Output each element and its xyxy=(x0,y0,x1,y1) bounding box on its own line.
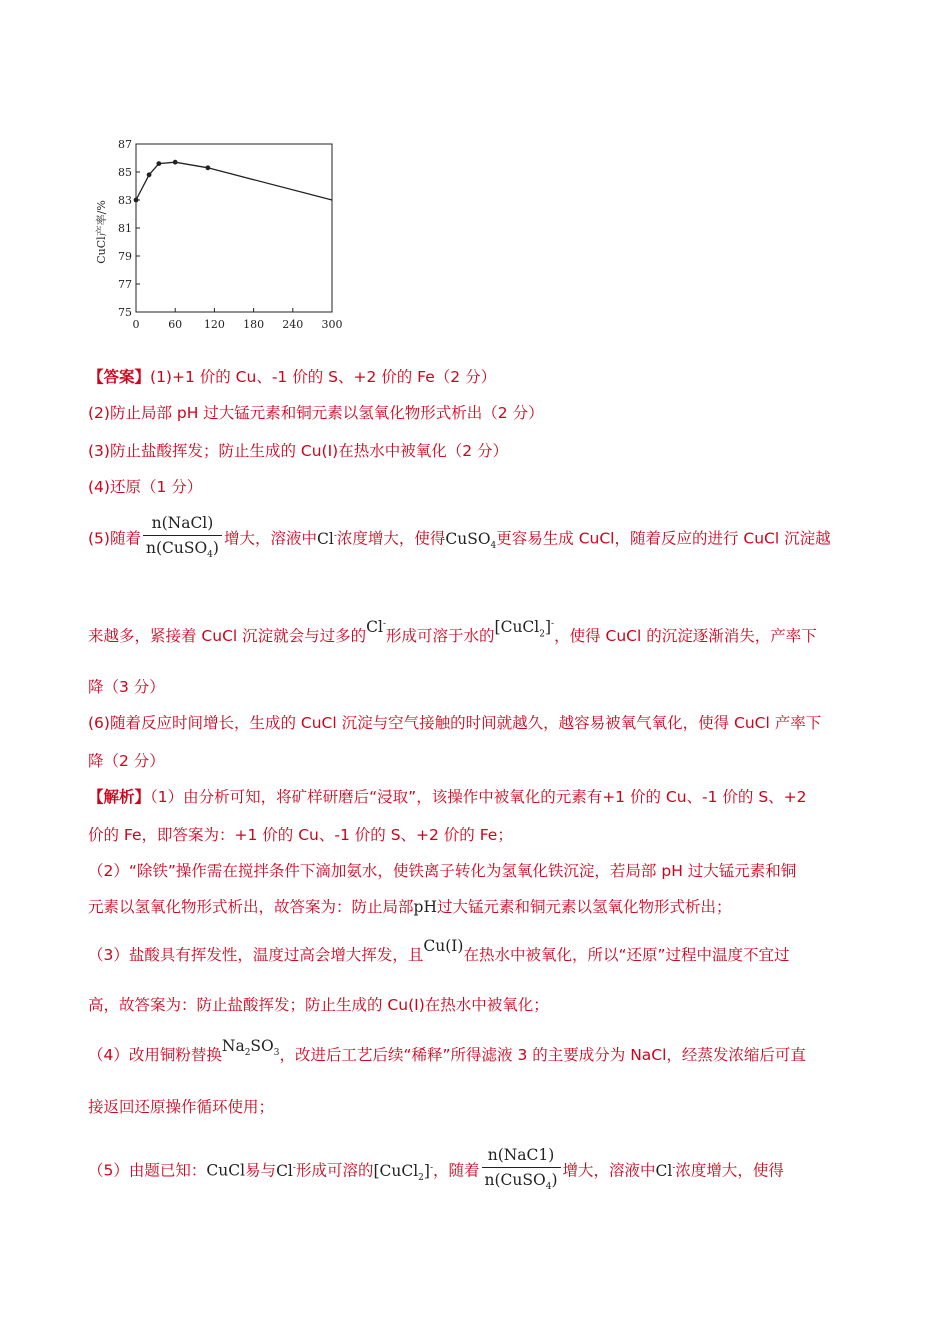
answer-3: (3)防止盐酸挥发；防止生成的 Cu(I)在热水中被氧化（2 分） xyxy=(88,442,508,460)
x-tick-label: 120 xyxy=(203,318,225,331)
answer-5-line-2: 来越多，紧接着 CuCl 沉淀就会与过多的Cl-形成可溶于水的[CuCl$_2$]-，使得 CuCl 的沉淀逐渐消失，产率下 xyxy=(88,622,817,654)
y-tick-label: 77 xyxy=(118,278,132,291)
answer-tag: 【答案】 xyxy=(88,368,151,386)
cucl2-complex: [CuCl$_2$]- xyxy=(373,1161,434,1183)
cucl-formula: CuCl xyxy=(206,1161,246,1180)
analysis-4-line-1: （4）改用铜粉替换$Na_2SO_3$，改进后工艺后续“稀释”所得滤液 3 的主要成分为 NaCl，经蒸发浓缩后可直 xyxy=(88,1037,806,1064)
x-tick-label: 0 xyxy=(132,318,140,331)
answer-5-line-3: 降（3 分） xyxy=(88,678,165,696)
data-point xyxy=(147,172,152,177)
answer-5-line-1: (5)随着 $\frac{\text{n(NaCl)}}{n(CuSO_4)}$ 增大，溶液中Cl-浓度增大，使得CuSO$_4$更容易生成 CuCl，随着反应的进行 CuCl 沉淀越 xyxy=(88,512,831,566)
chloride-ion: Cl- xyxy=(276,1161,296,1180)
y-tick-label: 85 xyxy=(118,166,132,179)
cuso4-formula: CuSO$_4$ xyxy=(445,529,497,551)
chloride-ion: Cl- xyxy=(655,1161,676,1180)
analysis-3-line-2: 高，故答案为：防止盐酸挥发；防止生成的 Cu(I)在热水中被氧化； xyxy=(88,996,549,1014)
analysis-1-line-1: 【解析】（1）由分析可知，将矿样研磨后“浸取”，该操作中被氧化的元素有+1 价的 Cu、-1 价的 S、+2 xyxy=(88,788,807,806)
na2so3-formula: $Na_2SO_3$ xyxy=(221,1037,280,1059)
analysis-tag: 【解析】 xyxy=(88,788,151,806)
data-point xyxy=(156,161,161,166)
x-tick-label: 240 xyxy=(282,318,304,331)
y-tick-label: 75 xyxy=(118,306,132,319)
y-tick-label: 87 xyxy=(118,138,132,151)
analysis-2-line-2: 元素以氢氧化物形式析出，故答案为：防止局部pH过大锰元素和铜元素以氢氧化物形式析出； xyxy=(88,898,732,916)
y-tick-label: 79 xyxy=(118,250,132,263)
ratio-fraction: $\frac{\text{n(NaCl)}}{n(CuSO_4)}$ xyxy=(143,512,222,566)
x-tick-label: 300 xyxy=(321,318,343,331)
analysis-2-line-1: （2）“除铁”操作需在搅拌条件下滴加氨水，使铁离子转化为氢氧化铁沉淀，若局部 pH 过大锰元素和铜 xyxy=(88,862,797,880)
x-ticks xyxy=(133,308,343,331)
cu-i-symbol: Cu(Ⅰ) xyxy=(423,937,464,955)
series-line xyxy=(136,162,332,200)
x-tick-label: 180 xyxy=(243,318,265,331)
plot-frame xyxy=(136,144,332,312)
answer-line-1 xyxy=(88,366,496,388)
answer-4: (4)还原（1 分） xyxy=(88,478,203,496)
answer-6-line-2: 降（2 分） xyxy=(88,752,165,770)
analysis-1-line-2: 价的 Fe，即答案为：+1 价的 Cu、-1 价的 S、+2 价的 Fe； xyxy=(88,826,513,844)
answer-6-line-1: (6)随着反应时间增长，生成的 CuCl 沉淀与空气接触的时间就越久，越容易被氧气氧化，使得 CuCl 产率下 xyxy=(88,714,822,732)
x-tick-label: 60 xyxy=(168,318,183,331)
y-axis-label: CuCl产率/% xyxy=(95,200,108,264)
analysis-5-line-1: （5）由题已知：CuCl易与Cl-形成可溶的[CuCl$_2$]-，随着 $\frac{\text{n(NaC1)}}{n(CuSO_4)}$ 增大，溶液中Cl-浓度增大，使得 xyxy=(88,1144,784,1198)
chloride-ion: Cl- xyxy=(366,618,387,637)
analysis-3-line-1: （3）盐酸具有挥发性，温度过高会增大挥发，且Cu(Ⅰ)在热水中被氧化，所以“还原”过程中温度不宜过 xyxy=(88,937,790,964)
data-point xyxy=(173,160,178,165)
analysis-4-line-2: 接返回还原操作循环使用； xyxy=(88,1098,275,1116)
y-tick-label: 83 xyxy=(118,194,132,207)
data-point xyxy=(205,165,210,170)
y-ticks xyxy=(118,138,140,319)
answer-1: (1)+1 价的 Cu、-1 价的 S、+2 价的 Fe（2 分） xyxy=(150,368,497,386)
yield-chart xyxy=(88,132,358,342)
y-tick-label: 81 xyxy=(118,222,132,235)
chloride-ion: Cl- xyxy=(316,529,337,548)
ph-symbol: pH xyxy=(413,898,437,916)
answer-2: (2)防止局部 pH 过大锰元素和铜元素以氢氧化物形式析出（2 分） xyxy=(88,404,544,422)
data-point xyxy=(134,198,139,203)
ratio-fraction: $\frac{\text{n(NaC1)}}{n(CuSO_4)}$ xyxy=(482,1144,561,1198)
cucl2-complex: [CuCl$_2$]- xyxy=(494,618,555,640)
